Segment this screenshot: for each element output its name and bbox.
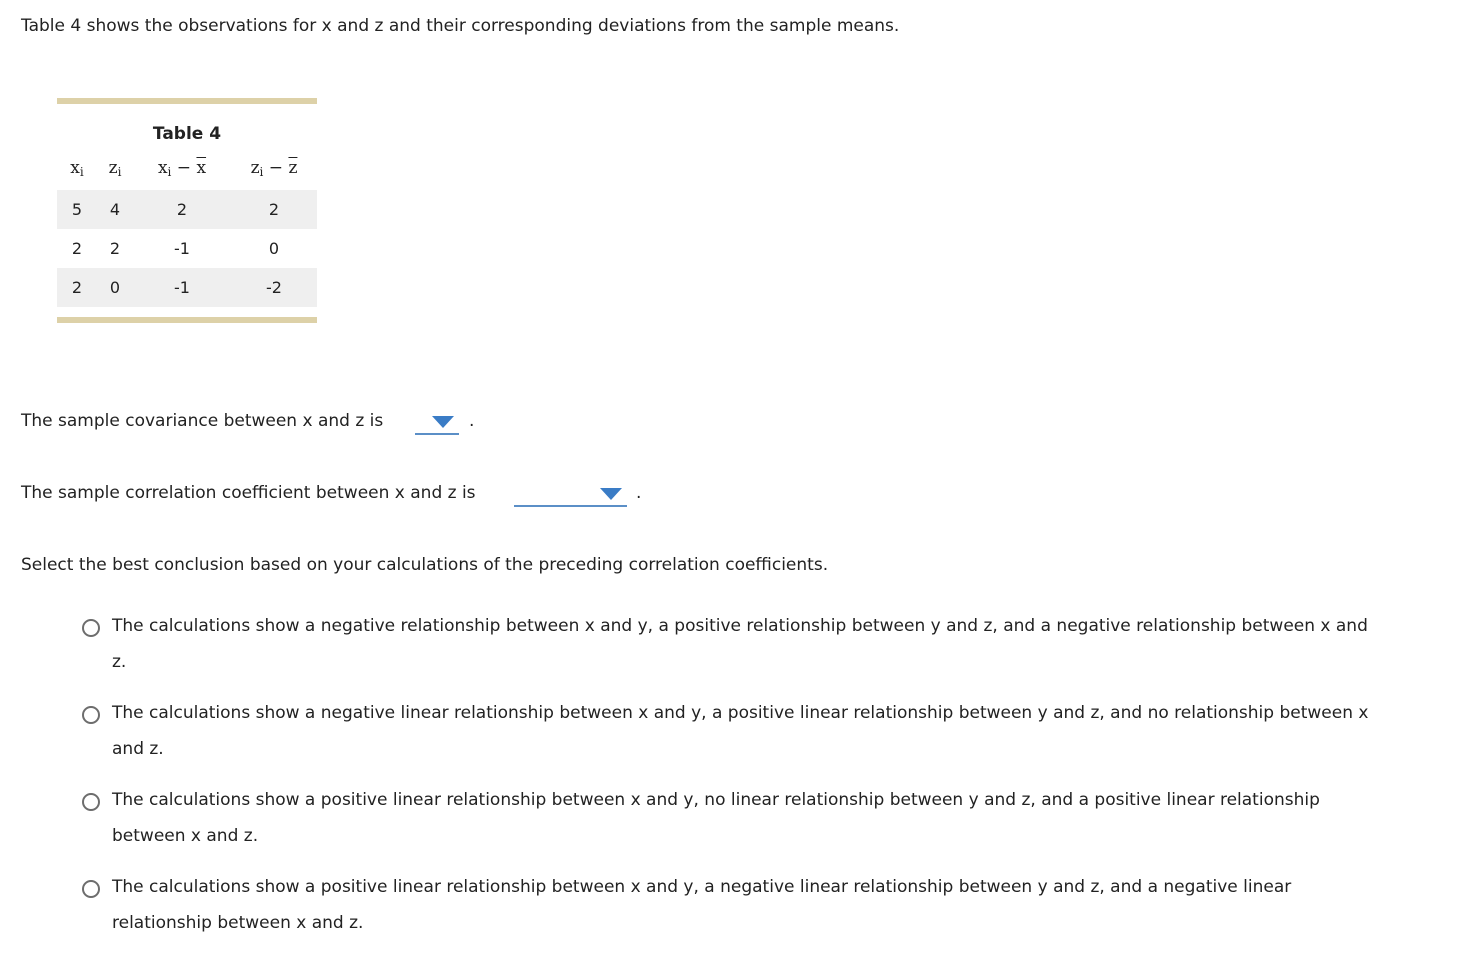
question-text: Select the best conclusion based on your calculations of the preceding correlation coefficients. [21, 555, 829, 575]
option-label: The calculations show a positive linear relationship between x and y, no linear relationship between y and z, and a positive linear relationship between x and z. [112, 790, 1320, 846]
correlation-label: The sample correlation coefficient between x and z is [21, 483, 476, 503]
option-label: The calculations show a positive linear relationship between x and y, a negative linear relationship between y and z, and a negative linear relationship between x and z. [112, 877, 1292, 933]
correlation-dropdown[interactable] [514, 483, 627, 507]
intro-text: Table 4 shows the observations for x and z and their corresponding deviations from the sample means. [21, 16, 900, 36]
radio-button[interactable] [82, 880, 100, 898]
option-label: The calculations show a negative linear relationship between x and y, a positive linear relationship between y and z, and no relationship between x and z. [112, 703, 1369, 759]
header-xi-minus-xbar: $x_i - \overline{x}$ [157, 158, 207, 179]
table-cell: 2 [109, 239, 121, 258]
table-cell: 2 [71, 239, 83, 258]
table-caption: Table 4 [152, 124, 222, 144]
covariance-period: . [469, 411, 475, 431]
header-zi: $z_i$ [108, 158, 122, 179]
table-bottom-rule [57, 317, 317, 323]
table-cell: 2 [133, 190, 231, 229]
radio-button[interactable] [82, 619, 100, 637]
table-top-rule [57, 98, 317, 104]
table-cell: -1 [133, 268, 231, 307]
chevron-down-icon [432, 416, 454, 428]
chevron-down-icon [600, 488, 622, 500]
radio-button[interactable] [82, 706, 100, 724]
option-label: The calculations show a negative relationship between x and y, a positive relationship between y and z, and a negative relationship between x and z. [112, 616, 1368, 672]
table-cell: 4 [97, 190, 133, 229]
covariance-label: The sample covariance between x and z is [21, 411, 384, 431]
covariance-dropdown[interactable] [415, 411, 459, 435]
table-cell: -2 [231, 268, 317, 307]
correlation-period: . [636, 483, 642, 503]
table-grid [57, 146, 317, 307]
table-cell: -1 [174, 239, 190, 258]
header-zi-minus-zbar: $z_i - \overline{z}$ [250, 158, 298, 179]
table-cell: 2 [57, 268, 97, 307]
header-xi: $x_i$ [70, 158, 84, 179]
table-cell: 2 [231, 190, 317, 229]
table-cell: 0 [97, 268, 133, 307]
table-4 [57, 98, 317, 323]
table-cell: 0 [268, 239, 280, 258]
radio-button[interactable] [82, 793, 100, 811]
table-cell: 5 [57, 190, 97, 229]
